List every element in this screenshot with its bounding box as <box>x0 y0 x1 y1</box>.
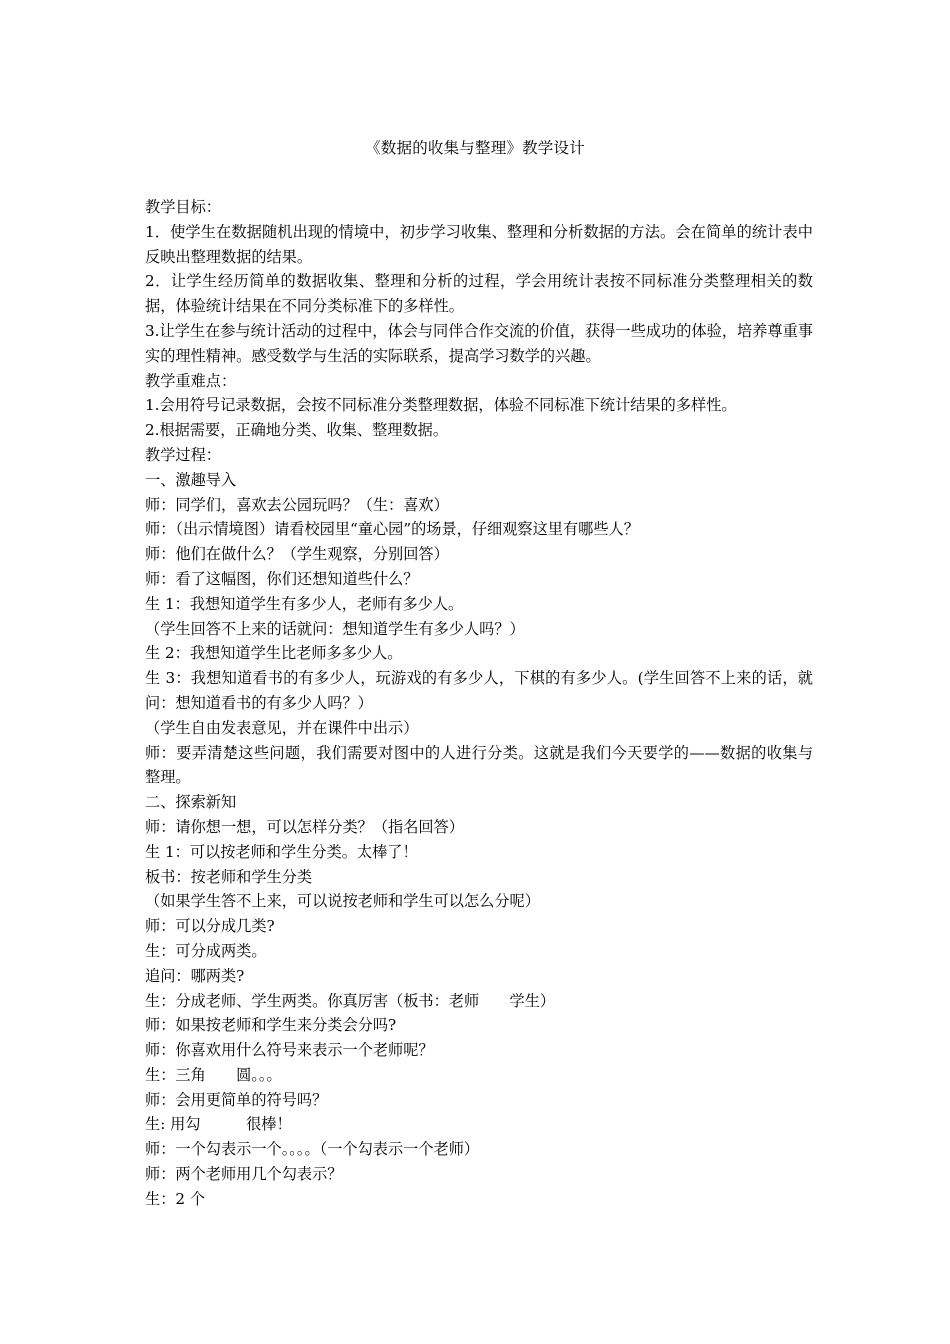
dialogue-line: 师：会用更简单的符号吗？ <box>145 1090 328 1109</box>
dialogue-line: 生 2：我想知道学生比老师多多少人。 <box>145 644 403 663</box>
dialogue-line: 师：请你想一想，可以怎样分类？（指名回答） <box>145 817 464 836</box>
section-heading-objectives: 教学目标： <box>145 198 221 216</box>
paragraph: 2．让学生经历简单的数据收集、整理和分析的过程，学会用统计表按不同标准分类整理相关的数据，体验统计结果在不同分类标准下的多样性。 <box>145 272 813 316</box>
section-heading-process: 教学过程： <box>145 445 221 464</box>
dialogue-line: 师：（出示情境图）请看校园里“童心园”的场景，仔细观察这里有哪些人？ <box>145 520 639 539</box>
dialogue-line: （学生自由发表意见，并在课件中出示） <box>145 718 419 737</box>
subsection-heading: 一、激趣导入 <box>145 470 237 489</box>
paragraph: 1．使学生在数据随机出现的情境中，初步学习收集、整理和分析数据的方法。会在简单的统计表中反映出整理数据的结果。 <box>145 222 813 266</box>
dialogue-line: 师：要弄清楚这些问题，我们需要对图中的人进行分类。这就是我们今天要学的——数据的收集与整理。 <box>145 743 813 787</box>
dialogue-line: 生: 用勾 很棒！ <box>145 1115 292 1134</box>
dialogue-line: （学生回答不上来的话就问：想知道学生有多少人吗？） <box>145 619 525 638</box>
dialogue-line: 师：他们在做什么？（学生观察，分别回答） <box>145 545 449 564</box>
dialogue-line: 师：如果按老师和学生来分类会分吗? <box>145 1016 397 1035</box>
dialogue-line: 生 1：可以按老师和学生分类。太棒了！ <box>145 842 418 861</box>
dialogue-line: 生：三角 圆。。。 <box>145 1065 282 1084</box>
paragraph: 3.让学生在参与统计活动的过程中，体会与同伴合作交流的价值，获得一些成功的体验，培养尊重事实的理性精神。感受数学与生活的实际联系，提高学习数学的兴趣。 <box>145 321 813 365</box>
dialogue-line: 生 1：我想知道学生有多少人，老师有多少人。 <box>145 594 464 613</box>
dialogue-line: 生：可分成两类。 <box>145 941 267 960</box>
dialogue-line: 师：可以分成几类? <box>145 917 275 936</box>
dialogue-line: 追问：哪两类? <box>145 966 245 985</box>
dialogue-line: 板书：按老师和学生分类 <box>145 867 313 886</box>
paragraph: 1.会用符号记录数据，会按不同标准分类整理数据，体验不同标准下统计结果的多样性。 <box>145 396 737 415</box>
dialogue-line: 师：看了这幅图，你们还想知道些什么？ <box>145 569 419 588</box>
dialogue-line: 师：同学们，喜欢去公园玩吗？（生：喜欢） <box>145 495 449 514</box>
dialogue-line: 师：一个勾表示一个。。。。（一个勾表示一个老师） <box>145 1140 480 1159</box>
document-body <box>145 195 813 1212</box>
dialogue-line: 师：两个老师用几个勾表示？ <box>145 1165 343 1184</box>
dialogue-line: 生：分成老师、学生两类。你真厉害（板书：老师 学生） <box>145 991 556 1010</box>
dialogue-line: 生 3：我想知道看书的有多少人，玩游戏的有多少人，下棋的有多少人。(学生回答不上来的话，就问：想知道看书的有多少人吗？） <box>145 669 813 712</box>
document-title: 《数据的收集与整理》教学设计 <box>365 139 585 157</box>
subsection-heading: 二、探索新知 <box>145 793 237 812</box>
section-heading-key-points: 教学重难点： <box>145 371 237 390</box>
dialogue-line: （如果学生答不上来，可以说按老师和学生可以怎么分呢） <box>145 892 540 911</box>
dialogue-line: 生：2 个 <box>145 1189 206 1208</box>
dialogue-line: 师：你喜欢用什么符号来表示一个老师呢？ <box>145 1041 434 1060</box>
paragraph: 2.根据需要，正确地分类、收集、整理数据。 <box>145 421 449 440</box>
